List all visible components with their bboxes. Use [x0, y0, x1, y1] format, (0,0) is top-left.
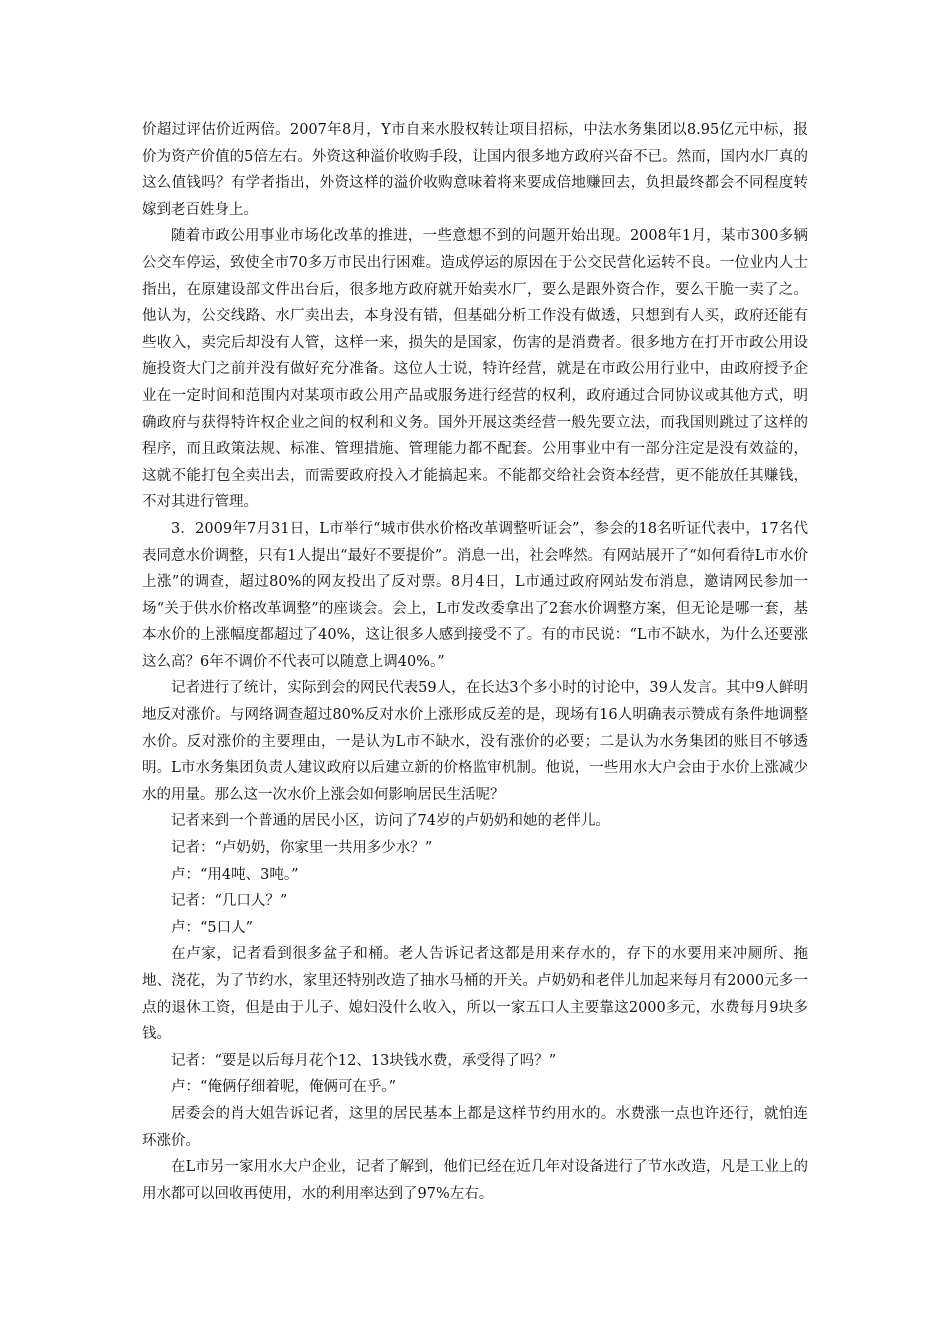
document-page — [142, 117, 808, 1207]
dialogue-line: 记者：“几口人？” — [171, 893, 288, 910]
dialogue-line: 记者：“卢奶奶，你家里一共用多少水？” — [171, 840, 433, 857]
paragraph: 随着市政公用事业市场化改革的推进，一些意想不到的问题开始出现。2008年1月，某市300多辆公交车停运，致使全市70多万市民出行困难。造成停运的原因在于公交民营化运转不良。一位业内人士指出，在原建设部文件出台后，很多地方政府就开始卖水厂，要么是跟外资合作，要么干脆一卖了之。他认为，公交线路、水厂卖出去，本身没有错，但基础分析工作没有做透，只想到有人买，政府还能有些收入，卖完后却没有人管，这样一来，损失的是国家，伤害的是消费者。很多地方在打开市政公用设施投资大门之前并没有做好充分准备。这位人士说，特许经营，就是在市政公用行业中，由政府授予企业在一定时间和范围内对某项市政公用产品或服务进行经营的权利，政府通过合同协议或其他方式，明确政府与获得特许权企业之间的权利和义务。国外开展这类经营一般先要立法，而我国则跳过了这样的程序，而且政策法规、标准、管理措施、管理能力都不配套。公用事业中有一部分注定是没有效益的，这就不能打包全卖出去，而需要政府投入才能搞起来。不能都交给社会资本经营，更不能放任其赚钱，不对其进行管理。 — [142, 228, 808, 511]
paragraph: 记者来到一个普通的居民小区，访问了74岁的卢奶奶和她的老伴儿。 — [171, 813, 610, 830]
dialogue-line: 卢：“俺俩仔细着呢，俺俩可在乎。” — [171, 1079, 397, 1096]
paragraph: 价超过评估价近两倍。2007年8月，Y市自来水股权转让项目招标，中法水务集团以8.95亿元中标，报价为资产价值的5倍左右。外资这种溢价收购手段，让国内很多地方政府兴奋不已。然而，国内水厂真的这么值钱吗？有学者指出，外资这样的溢价收购意味着将来要成倍地赚回去，负担最终都会不同程度转嫁到老百姓身上。 — [142, 122, 808, 218]
paragraph: 记者进行了统计，实际到会的网民代表59人，在长达3个多小时的讨论中，39人发言。其中9人鲜明地反对涨价。与网络调查超过80%反对水价上涨形成反差的是，现场有16人明确表示赞成有条件地调整水价。反对涨价的主要理由，一是认为L市不缺水，没有涨价的必要；二是认为水务集团的账目不够透明。L市水务集团负责人建议政府以后建立新的价格监审机制。他说，一些用水大户会由于水价上涨减少水的用量。那么这一次水价上涨会如何影响居民生活呢？ — [142, 680, 808, 803]
dialogue-line: 卢：“用4吨、3吨。” — [171, 866, 299, 883]
paragraph: 3．2009年7月31日，L市举行“城市供水价格改革调整听证会”，参会的18名听证代表中，17名代表同意水价调整，只有1人提出“最好不要提价”。消息一出，社会哗然。有网站展开了“如何看待L市水价上涨”的调查，超过80%的网友投出了反对票。8月4日，L市通过政府网站发布消息，邀请网民参加一场“关于供水价格改革调整”的座谈会。会上，L市发改委拿出了2套水价调整方案，但无论是哪一套，基本水价的上涨幅度都超过了40%，这让很多人感到接受不了。有的市民说：“L市不缺水，为什么还要涨这么高？6年不调价不代表可以随意上调40%。” — [142, 520, 808, 670]
dialogue-line: 记者：“要是以后每月花个12、13块钱水费，承受得了吗？” — [171, 1052, 557, 1069]
dialogue-line: 卢：“5口人” — [171, 919, 254, 936]
paragraph: 在卢家，记者看到很多盆子和桶。老人告诉记者这都是用来存水的，存下的水要用来冲厕所、拖地、浇花，为了节约水，家里还特别改造了抽水马桶的开关。卢奶奶和老伴儿加起来每月有2000元多一点的退休工资，但是由于儿子、媳妇没什么收入，所以一家五口人主要靠这2000多元，水费每月9块多钱。 — [142, 946, 808, 1043]
paragraph: 居委会的肖大姐告诉记者，这里的居民基本上都是这样节约用水的。水费涨一点也许还行，就怕连环涨价。 — [142, 1105, 808, 1149]
paragraph: 在L市另一家用水大户企业，记者了解到，他们已经在近几年对设备进行了节水改造，凡是工业上的用水都可以回收再使用，水的利用率达到了97%左右。 — [142, 1159, 808, 1202]
